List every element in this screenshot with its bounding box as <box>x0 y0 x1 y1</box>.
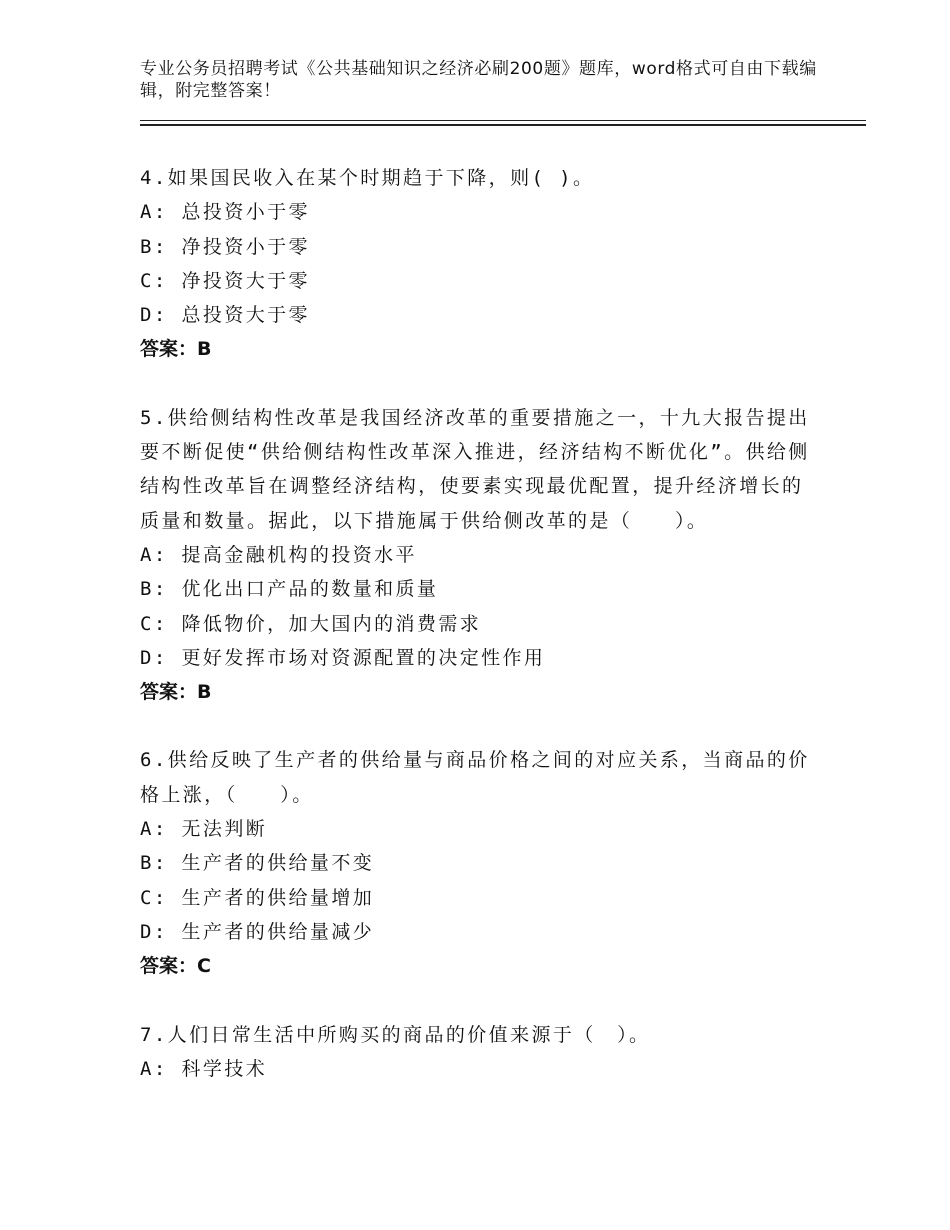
option-d: D: 总投资大于零 <box>140 304 310 327</box>
answer: 答案：B <box>140 681 212 704</box>
option-d: D: 更好发挥市场对资源配置的决定性作用 <box>140 646 546 669</box>
option-a: A: 总投资小于零 <box>140 201 310 224</box>
document-header: 专业公务员招聘考试《公共基础知识之经济必刷200题》题库，word格式可自由下载编辑，附完整答案！ <box>140 59 817 101</box>
option-d: D: 生产者的供给量减少 <box>140 920 375 943</box>
question-stem: 4.如果国民收入在某个时期趋于下降，则( )。 <box>140 167 595 189</box>
header-divider-thick <box>140 124 866 126</box>
question-stem: 7.人们日常生活中所购买的商品的价值来源于（ ）。 <box>140 1023 651 1046</box>
option-a: A: 无法判断 <box>140 818 268 841</box>
option-c: C: 降低物价，加大国内的消费需求 <box>140 612 482 635</box>
question-7 <box>140 1018 810 1087</box>
question-list <box>140 161 810 1120</box>
header-divider-thin <box>140 120 866 121</box>
option-b: B: 生产者的供给量不变 <box>140 852 375 875</box>
option-a: A: 提高金融机构的投资水平 <box>140 543 417 566</box>
question-4 <box>140 161 810 367</box>
option-b: B: 优化出口产品的数量和质量 <box>140 578 439 601</box>
option-a: A: 科学技术 <box>140 1057 268 1080</box>
question-5 <box>140 401 810 710</box>
question-stem: 5.供给侧结构性改革是我国经济改革的重要措施之一，十九大报告提出要不断促使“供给侧结构性改革深入推进，经济结构不断优化”。供给侧结构性改革旨在调整经济结构，使要素实现最优配置，提升经济增长的质量和数量。据此，以下措施属于供给侧改革的是（ ）。 <box>140 406 810 532</box>
question-stem: 6.供给反映了生产者的供给量与商品价格之间的对应关系，当商品的价格上涨，（ ）。 <box>140 749 810 806</box>
option-b: B: 净投资小于零 <box>140 235 310 258</box>
option-c: C: 净投资大于零 <box>140 269 310 292</box>
option-c: C: 生产者的供给量增加 <box>140 886 375 909</box>
question-6 <box>140 743 810 983</box>
answer: 答案：C <box>140 955 211 978</box>
answer: 答案：B <box>140 338 212 361</box>
